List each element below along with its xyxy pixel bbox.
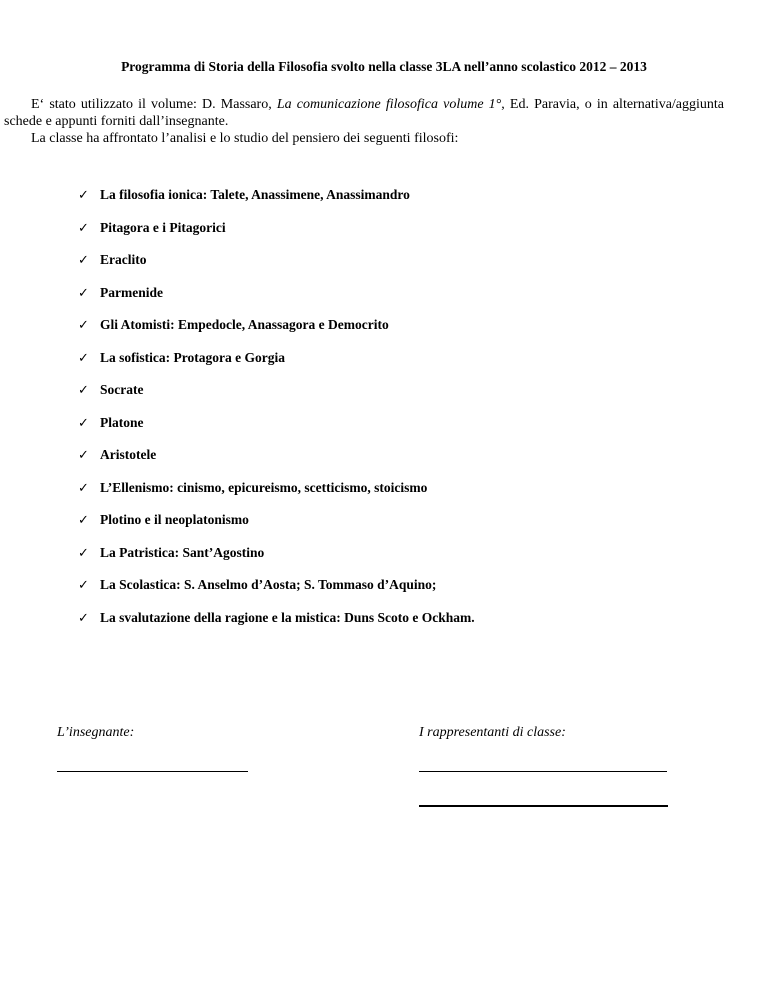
topic-item — [78, 316, 475, 349]
topic-item — [78, 381, 475, 414]
topic-label: La sofistica: Protagora e Gorgia — [100, 349, 285, 365]
teacher-label: L’insegnante: — [57, 725, 135, 740]
topic-item — [78, 479, 475, 512]
checkmark-icon: ✓ — [78, 479, 89, 495]
intro-text-end: , Ed. Paravia, o in alternativa/aggiunta schede e appunti forniti dall’insegnante. — [4, 97, 725, 129]
checkmark-icon: ✓ — [78, 187, 89, 202]
checkmark-icon: ✓ — [78, 219, 89, 235]
reps-label: I rappresentanti di classe: — [419, 725, 566, 740]
topics-list — [78, 186, 475, 641]
intro-second-line: La classe ha affrontato l’analisi e lo studio del pensiero dei seguenti filosofi: — [31, 131, 459, 146]
teacher-signature-line — [57, 771, 248, 772]
intro-text-start: E‘ stato utilizzato il volume: D. Massaro, — [31, 97, 277, 112]
topic-item — [78, 544, 475, 577]
topic-label: La svalutazione della ragione e la mistica: Duns Scoto e Ockham. — [100, 609, 475, 625]
topic-item — [78, 284, 475, 317]
topic-label: Pitagora e i Pitagorici — [100, 219, 226, 235]
topic-item — [78, 186, 475, 219]
topic-label: Plotino e il neoplatonismo — [100, 512, 249, 527]
intro-section — [4, 96, 724, 147]
checkmark-icon: ✓ — [78, 544, 89, 560]
intro-paragraph — [4, 96, 724, 130]
topic-item — [78, 349, 475, 382]
topic-item — [78, 219, 475, 252]
checkmark-icon: ✓ — [78, 317, 89, 332]
topic-label: La Patristica: Sant’Agostino — [100, 544, 265, 560]
document-title: Programma di Storia della Filosofia svolto nella classe 3LA nell’anno scolastico 2012 – 2013 — [121, 59, 647, 74]
topic-label: La Scolastica: S. Anselmo d’Aosta; S. Tommaso d’Aquino; — [100, 577, 437, 592]
topic-label: Gli Atomisti: Empedocle, Anassagora e Democrito — [100, 317, 389, 332]
topic-label: Parmenide — [100, 284, 163, 300]
checkmark-icon: ✓ — [78, 577, 89, 592]
topic-item — [78, 609, 475, 642]
checkmark-icon: ✓ — [78, 349, 89, 365]
checkmark-icon: ✓ — [78, 447, 89, 462]
checkmark-icon: ✓ — [78, 414, 89, 430]
checkmark-icon: ✓ — [78, 609, 89, 625]
topic-label: Platone — [100, 414, 144, 430]
topic-label: Socrate — [100, 382, 144, 397]
topic-item — [78, 511, 475, 544]
topic-item — [78, 414, 475, 447]
checkmark-icon: ✓ — [78, 284, 89, 300]
checkmark-icon: ✓ — [78, 382, 89, 397]
topic-item — [78, 251, 475, 284]
topic-label: L’Ellenismo: cinismo, epicureismo, scetticismo, stoicismo — [100, 479, 428, 495]
rep-signature-line-2 — [419, 805, 668, 807]
topic-label: La filosofia ionica: Talete, Anassimene, Anassimandro — [100, 187, 410, 202]
topic-item — [78, 576, 475, 609]
topic-item — [78, 446, 475, 479]
topic-label: Aristotele — [100, 447, 157, 462]
checkmark-icon: ✓ — [78, 512, 89, 527]
book-title: La comunicazione filosofica volume 1° — [276, 97, 502, 112]
rep-signature-line-1 — [419, 771, 667, 772]
topic-label: Eraclito — [100, 252, 147, 267]
checkmark-icon: ✓ — [78, 252, 89, 267]
